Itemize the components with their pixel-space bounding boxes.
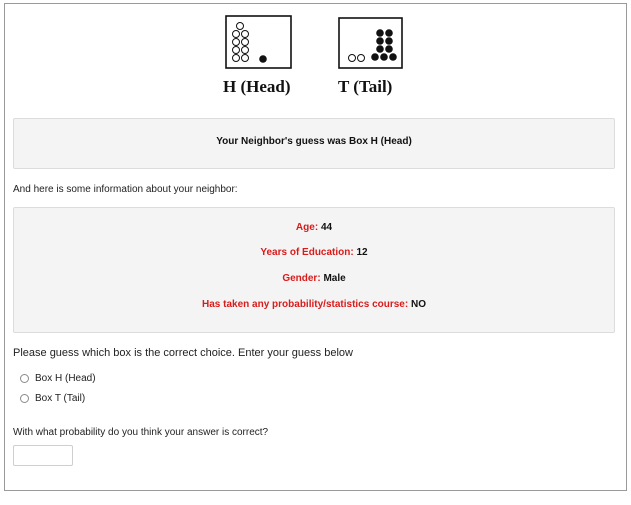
probability-input[interactable] (13, 445, 73, 466)
gender-value: Male (323, 273, 346, 284)
box-t-drawing (339, 18, 402, 68)
box-h-label: H (Head) (223, 77, 291, 96)
neighbor-guess-text: Your Neighbor's guess was Box H (Head) (216, 136, 412, 147)
age-value: 44 (320, 222, 333, 233)
course-value: NO (410, 299, 426, 310)
education-label: Years of Education: (260, 247, 354, 258)
neighbor-guess-panel (13, 118, 615, 169)
guess-prompt: Please guess which box is the correct choice. Enter your guess below (13, 347, 353, 359)
option-box-h[interactable] (20, 373, 96, 384)
age-line (14, 222, 614, 233)
option-box-t-label: Box T (Tail) (35, 393, 86, 404)
education-line (14, 247, 614, 258)
box-h-drawing (226, 16, 291, 68)
course-line (14, 299, 614, 310)
gender-label: Gender: (282, 273, 321, 284)
option-box-h-label: Box H (Head) (35, 373, 96, 384)
probability-prompt: With what probability do you think your answer is correct? (13, 427, 269, 438)
survey-frame (4, 3, 627, 491)
age-label: Age: (295, 222, 319, 233)
gender-line (14, 273, 614, 284)
option-box-h-radio[interactable] (20, 374, 29, 383)
course-label: Has taken any probability/statistics course: (202, 299, 409, 310)
education-value: 12 (356, 247, 368, 258)
info-intro-text: And here is some information about your neighbor: (13, 184, 238, 195)
box-t-label: T (Tail) (338, 77, 393, 96)
option-box-t-radio[interactable] (20, 394, 29, 403)
option-box-t[interactable] (20, 393, 85, 404)
neighbor-info-panel (13, 207, 615, 333)
